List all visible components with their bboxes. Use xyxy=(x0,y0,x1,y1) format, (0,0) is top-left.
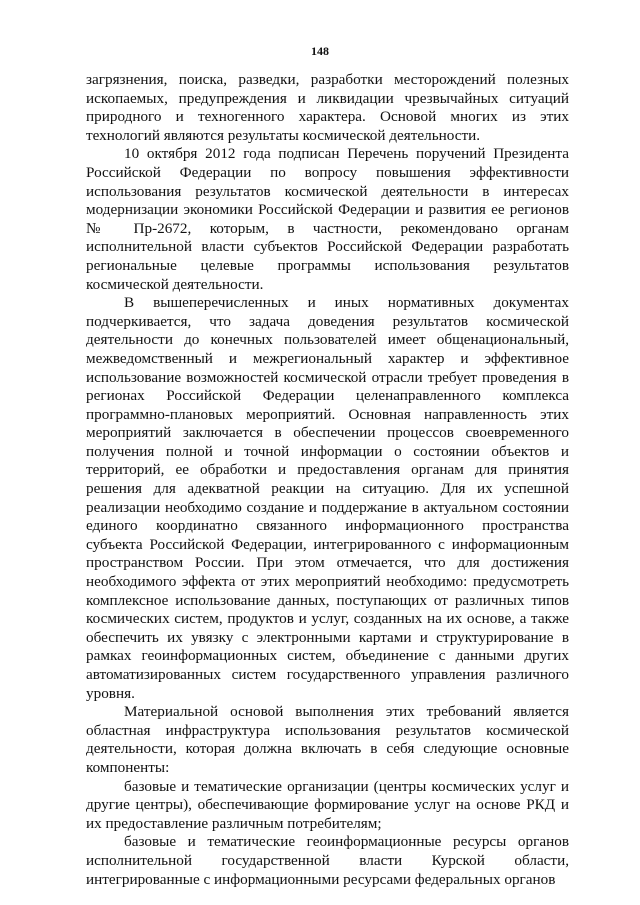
paragraph: В вышеперечисленных и иных нормативных документах подчеркивается, что задача доведения результатов космической деятельности до конечных пользователей имеет общенациональный, межведомственный и межрегиональный характер и эффективное использование возможностей космической отрасли требует проведения в регионах Российской Федерации целенаправленного комплекса программно-плановых мероприятий. Основная направленность этих мероприятий заключается в обеспечении процессов своевременного получения полной и точной информации о состоянии объектов и территорий, ее обработки и предоставления органам для принятия решения для адекватной реакции на ситуацию. Для их успешной реализации необходимо создание и поддержание в актуальном состоянии единого координатно связанного информационного пространства субъекта Российской Федерации, интегрированного с информационным пространством России. При этом отмечается, что для достижения необходимого эффекта от этих мероприятий необходимо: предусмотреть комплексное использование данных, поступающих от различных типов космических систем, продуктов и услуг, созданных на их основе, а также обеспечить их увязку с электронными картами и структурирование в рамках геоинформационных систем, объединение с данными других автоматизированных систем государственного управления различного уровня. xyxy=(86,294,569,702)
paragraph: базовые и тематические геоинформационные ресурсы органов исполнительной государственной власти Курской области, интегрированные с информационными ресурсами федеральных органов xyxy=(86,833,569,888)
paragraph: Материальной основой выполнения этих требований является областная инфраструктура использования результатов космической деятельности, которая должна включать в себя следующие основные компоненты: xyxy=(86,703,569,776)
paragraph: загрязнения, поиска, разведки, разработки месторождений полезных ископаемых, предупреждения и ликвидации чрезвычайных ситуаций природного и техногенного характера. Основой многих из этих технологий являются результаты космической деятельности. xyxy=(86,71,569,144)
document-body xyxy=(86,71,569,889)
paragraph: базовые и тематические организации (центры космических услуг и другие центры), обеспечивающие формирование услуг на основе РКД и их предоставление различным потребителям; xyxy=(86,777,569,832)
page-number: 148 xyxy=(311,44,329,58)
paragraph: 10 октября 2012 года подписан Перечень поручений Президента Российской Федерации по вопросу повышения эффективности использования результатов космической деятельности в интересах модернизации экономики Российской Федерации и развития ее регионов № Пр-2672, которым, в частности, рекомендовано органам исполнительной власти субъектов Российской Федерации разработать региональные целевые программы использования результатов космической деятельности. xyxy=(86,145,569,293)
